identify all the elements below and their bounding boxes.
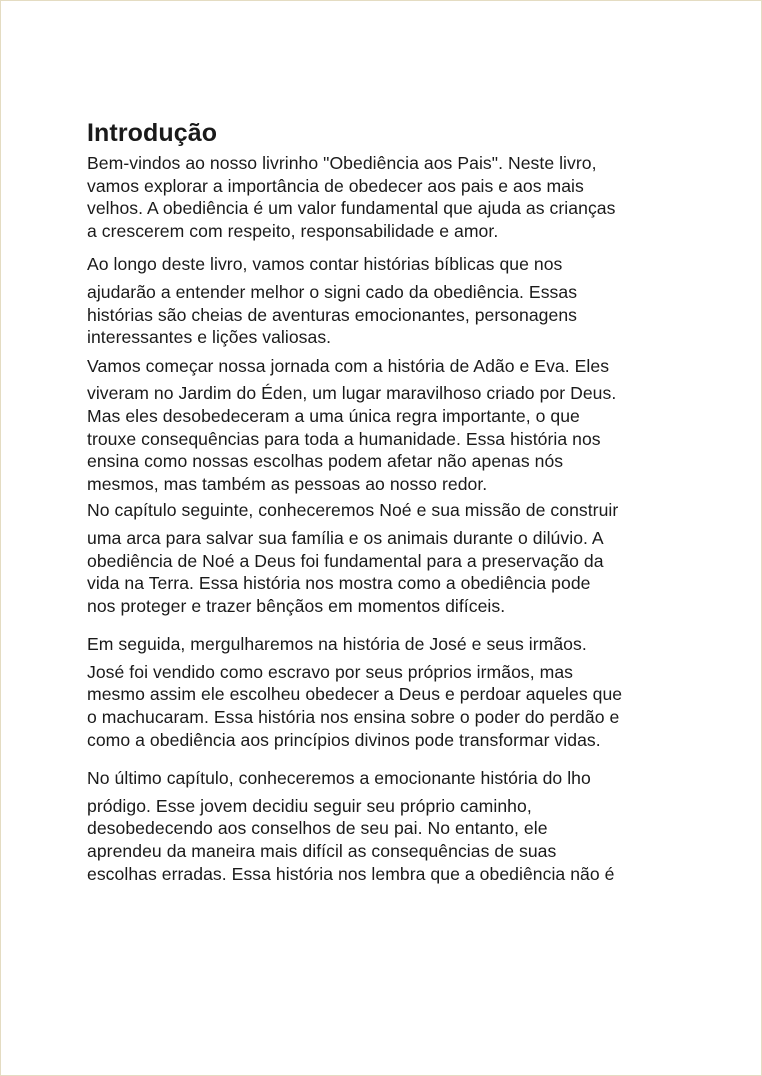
text-line: Em seguida, mergulharemos na história de José e seus irmãos.	[87, 634, 587, 655]
text-line: aprendeu da maneira mais difícil as consequências de suas	[87, 841, 557, 862]
text-line: José foi vendido como escravo por seus próprios irmãos, mas	[87, 661, 574, 682]
text-line: interessantes e lições valiosas.	[87, 327, 332, 348]
page-title: Introdução	[87, 119, 218, 147]
paragraph-noah	[87, 499, 687, 617]
text-line: o machucaram. Essa história nos ensina sobre o poder do perdão e	[87, 707, 620, 728]
text-line: trouxe consequências para toda a humanidade. Essa história nos	[87, 428, 601, 449]
text-line: viveram no Jardim do Éden, um lugar maravilhoso criado por Deus.	[87, 383, 617, 404]
paragraph-bible-stories	[87, 253, 687, 348]
text-line: uma arca para salvar sua família e os animais durante o dilúvio. A	[87, 527, 604, 548]
text-line: como a obediência aos princípios divinos pode transformar vidas.	[87, 729, 601, 750]
text-line: obediência de Noé a Deus foi fundamental para a preservação da	[87, 550, 604, 571]
paragraph-joseph	[87, 633, 687, 751]
text-line: a crescerem com respeito, responsabilidade e amor.	[87, 220, 499, 241]
text-line: desobedecendo aos conselhos de seu pai. No entanto, ele	[87, 818, 548, 839]
text-line: No último capítulo, conheceremos a emocionante história do lho	[87, 768, 591, 789]
text-line: Ao longo deste livro, vamos contar histórias bíblicas que nos	[87, 254, 563, 275]
text-line: No capítulo seguinte, conheceremos Noé e sua missão de construir	[87, 500, 619, 521]
paragraph-adam-eve	[87, 355, 687, 496]
text-line: vamos explorar a importância de obedecer aos pais e aos mais	[87, 175, 584, 196]
text-line: mesmo assim ele escolheu obedecer a Deus e perdoar aqueles que	[87, 684, 623, 705]
page-content	[87, 116, 687, 885]
text-line: escolhas erradas. Essa história nos lembra que a obediência não é	[87, 863, 615, 884]
text-line: vida na Terra. Essa história nos mostra como a obediência pode	[87, 573, 591, 594]
text-line: velhos. A obediência é um valor fundamental que ajuda as crianças	[87, 198, 616, 219]
text-line: Vamos começar nossa jornada com a história de Adão e Eva. Eles	[87, 355, 610, 376]
text-line: nos proteger e trazer bênçãos em momentos difíceis.	[87, 595, 506, 616]
text-line: Mas eles desobedeceram a uma única regra importante, o que	[87, 405, 580, 426]
text-line: pródigo. Esse jovem decidiu seguir seu próprio caminho,	[87, 795, 532, 816]
paragraph-prodigal-son	[87, 767, 687, 885]
text-line: ajudarão a entender melhor o signi cado da obediência. Essas	[87, 281, 578, 302]
paragraph-intro	[87, 152, 687, 242]
text-line: ensina como nossas escolhas podem afetar não apenas nós	[87, 451, 564, 472]
text-line: mesmos, mas também as pessoas ao nosso redor.	[87, 473, 488, 494]
text-line: Bem-vindos ao nosso livrinho "Obediência aos Pais". Neste livro,	[87, 153, 597, 173]
text-line: histórias são cheias de aventuras emocionantes, personagens	[87, 304, 578, 325]
